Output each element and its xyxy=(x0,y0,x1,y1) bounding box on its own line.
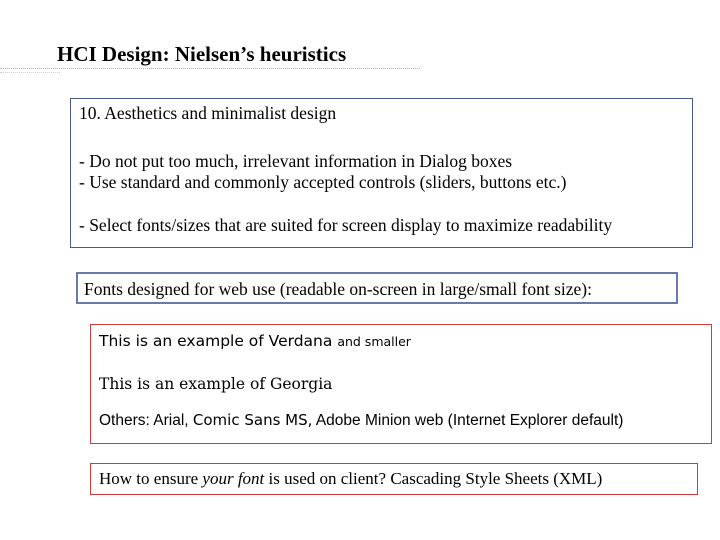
css-prefix: How to ensure xyxy=(99,469,199,488)
verdana-example-text: This is an example of Verdana xyxy=(99,332,333,350)
spacer xyxy=(79,193,684,215)
others-prefix: Others: Arial, xyxy=(99,412,189,429)
css-question-box xyxy=(90,463,698,495)
spacer xyxy=(79,124,684,151)
comic-sans-sample: Comic Sans MS, xyxy=(192,411,313,429)
title-underline-accent xyxy=(0,72,60,73)
heuristic-point-1: - Do not put too much, irrelevant information in Dialog boxes xyxy=(79,151,513,171)
georgia-example: This is an example of Georgia xyxy=(99,375,333,393)
title-underline xyxy=(0,68,420,69)
verdana-smaller-text: and smaller xyxy=(337,334,411,349)
web-fonts-box xyxy=(76,272,678,304)
font-examples-box xyxy=(90,324,712,444)
css-emphasis: your font xyxy=(202,469,265,488)
heuristic-box xyxy=(70,98,693,248)
css-suffix: is used on client? Cascading Style Sheets (XML) xyxy=(268,469,603,488)
web-fonts-text: Fonts designed for web use (readable on-screen in large/small font size): xyxy=(84,279,592,299)
heuristic-point-3: - Select fonts/sizes that are suited for screen display to maximize readability xyxy=(79,215,613,235)
slide-title: HCI Design: Nielsen’s heuristics xyxy=(57,42,347,66)
heuristic-point-2: - Use standard and commonly accepted controls (sliders, buttons etc.) xyxy=(79,172,567,192)
heuristic-heading: 10. Aesthetics and minimalist design xyxy=(79,103,337,123)
verdana-example xyxy=(99,331,703,352)
other-fonts-line xyxy=(99,410,703,431)
others-suffix: Adobe Minion web (Internet Explorer default) xyxy=(315,412,624,429)
